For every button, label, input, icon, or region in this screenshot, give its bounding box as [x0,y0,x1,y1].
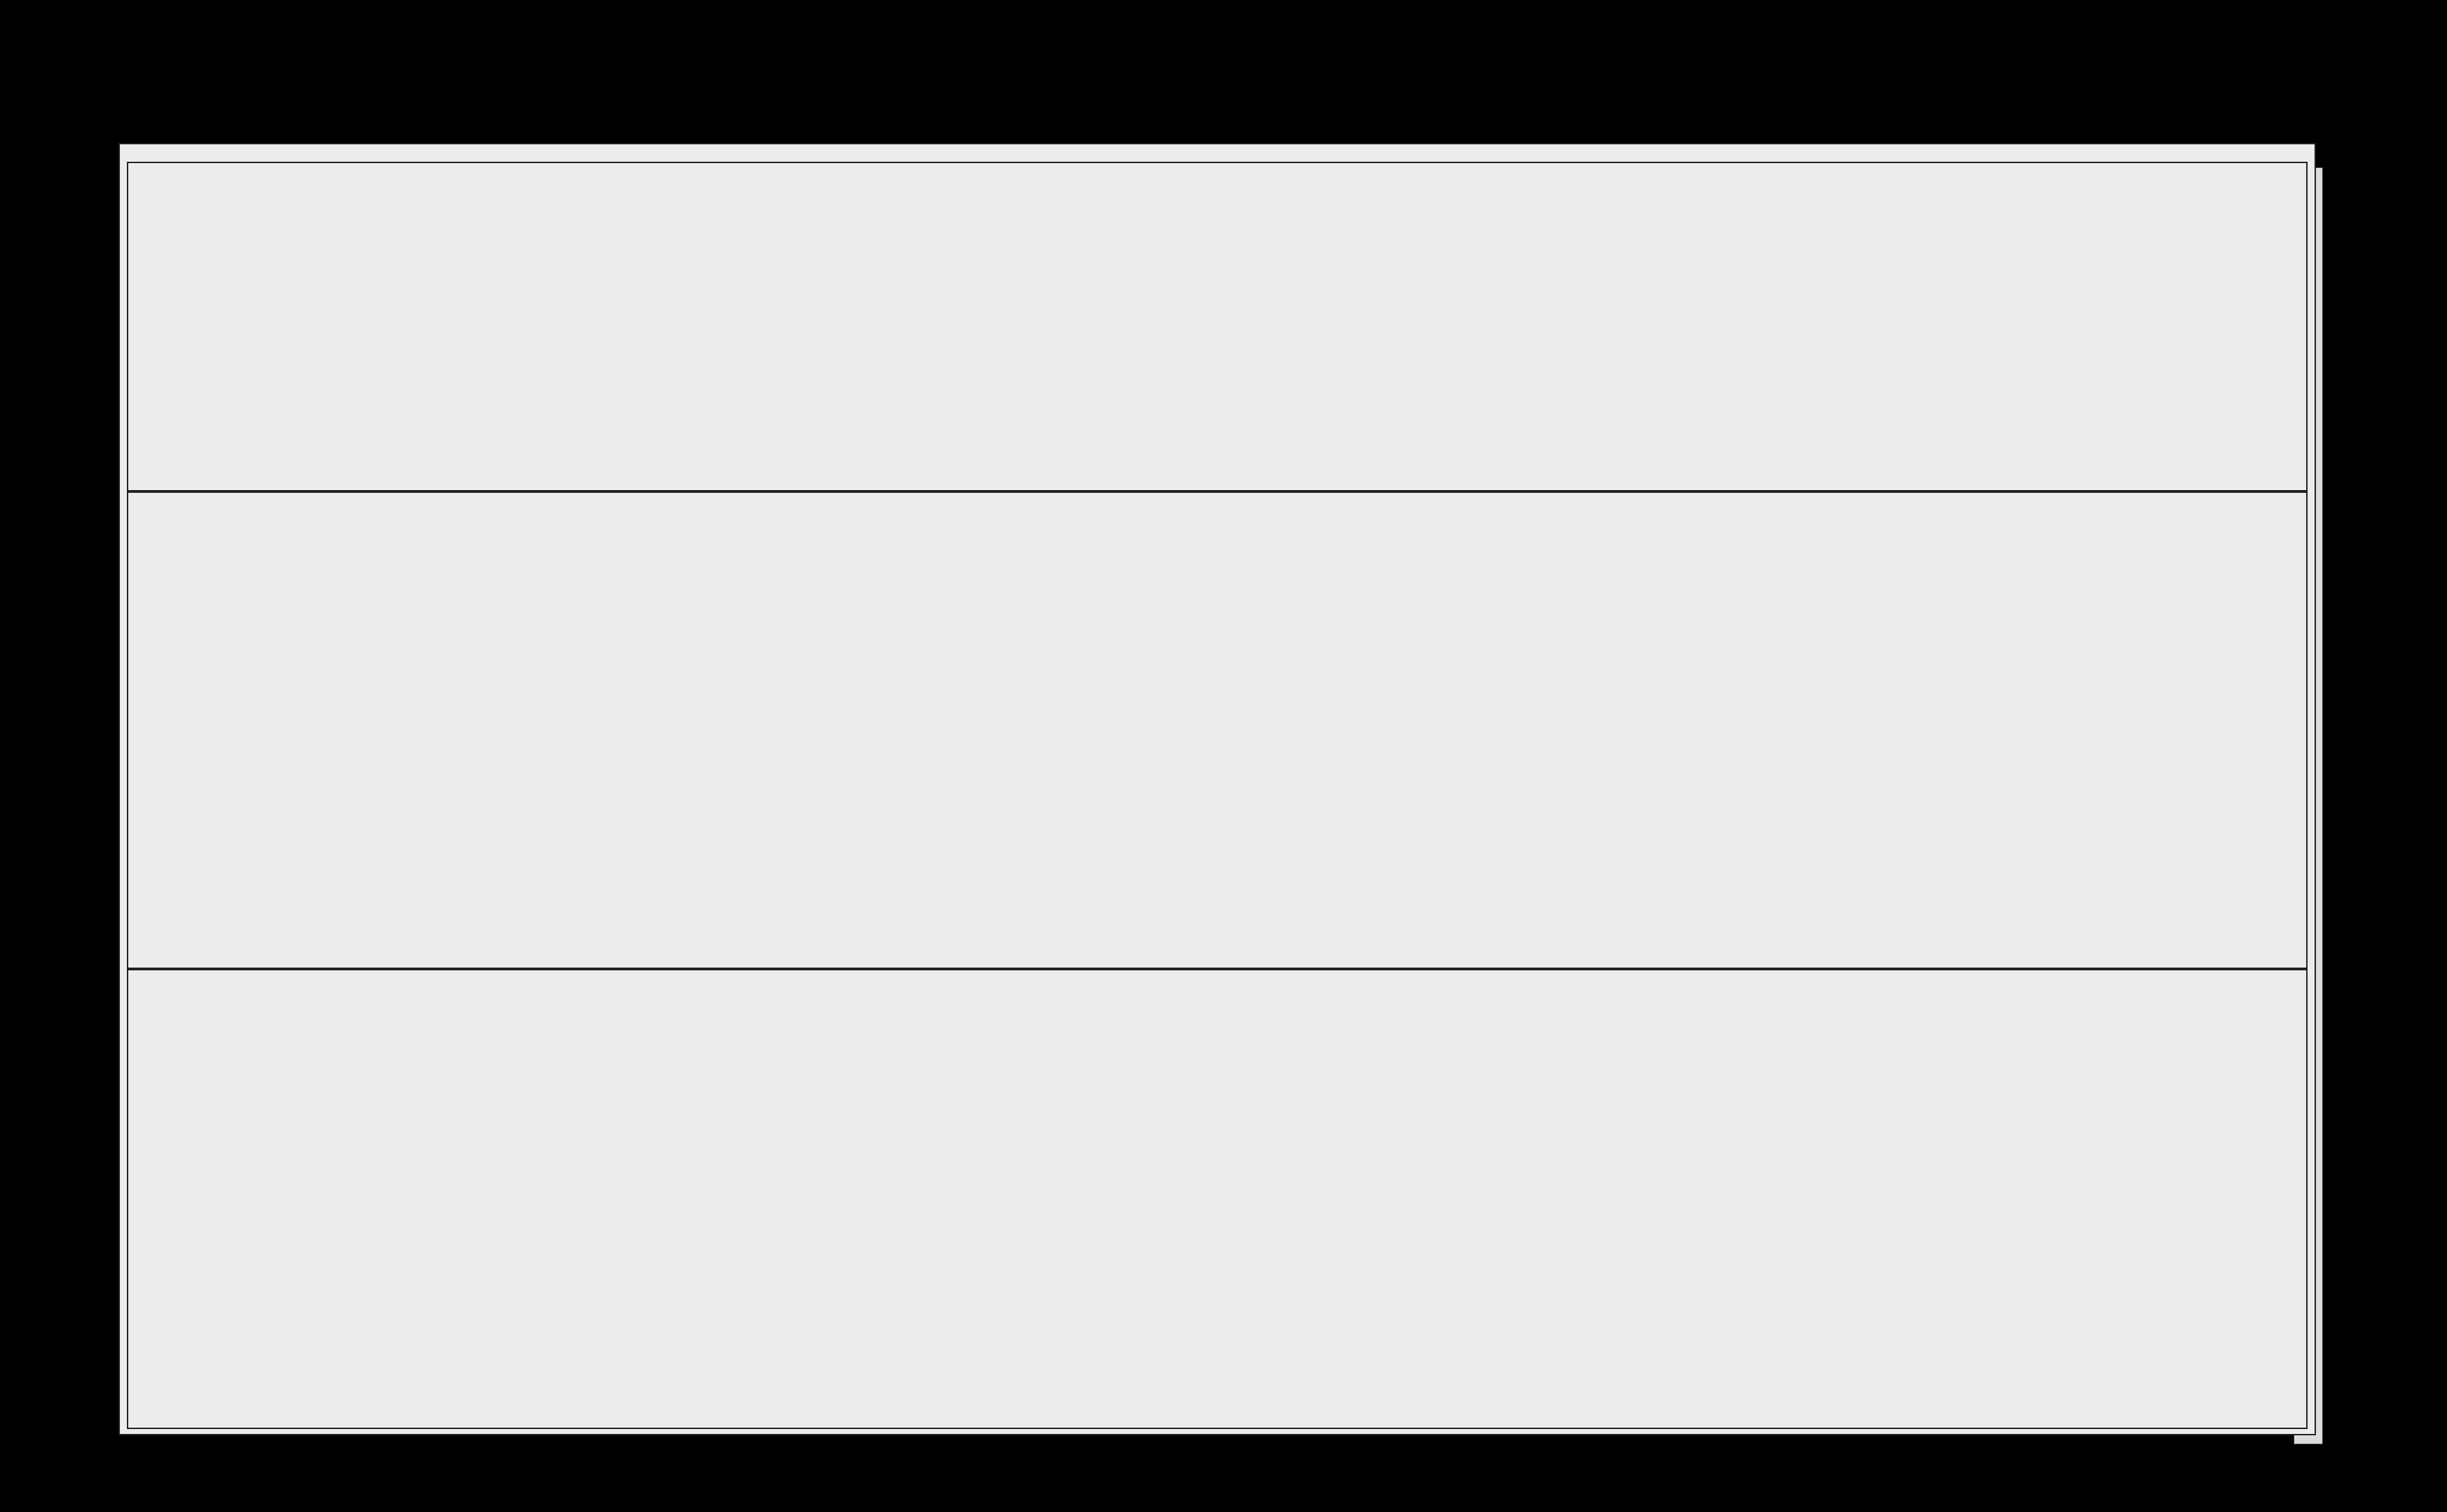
crops-table [127,162,2308,491]
census-card [119,143,2316,1435]
middle-section [127,491,2308,969]
lease-table [127,969,2308,1429]
